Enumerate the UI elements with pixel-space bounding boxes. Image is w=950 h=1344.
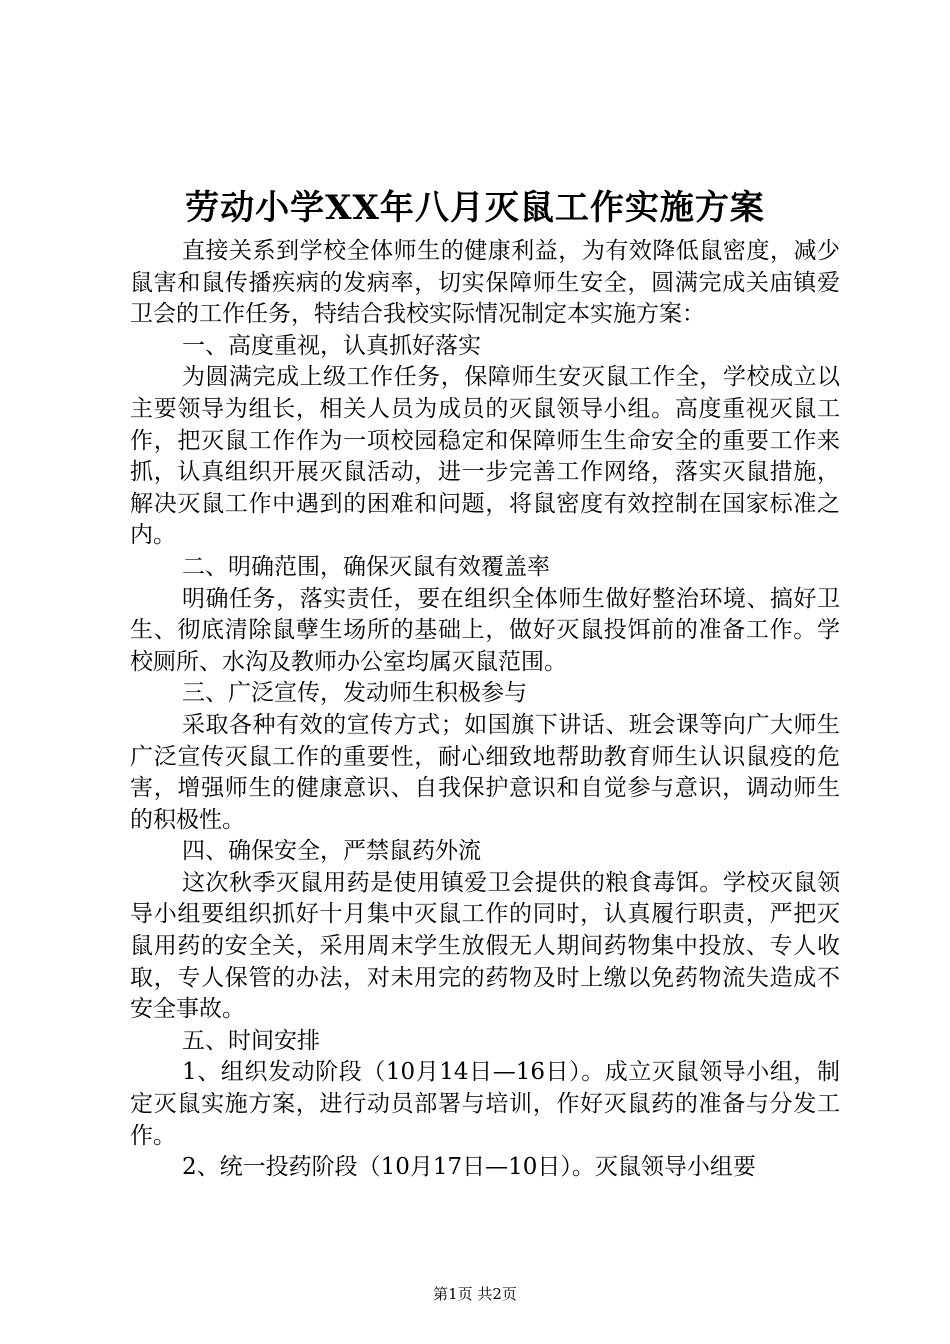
section-heading-2: 二、明确范围，确保灭鼠有效覆盖率 [182,553,550,580]
document-title: 劳动小学XX年八月灭鼠工作实施方案 [185,188,765,228]
section-paragraph-1: 为圆满完成上级工作任务，保障师生安灭鼠工作全，学校成立以主要领导为组长，相关人员为成员的灭鼠领导小组。高度重视灭鼠工作，把灭鼠工作作为一项校园稳定和保障师生生命安全的重要工作来抓，认真组织开展灭鼠活动，进一步完善工作网络，落实灭鼠措施，解决灭鼠工作中遇到的困难和问题，将鼠密度有效控制在国家标准之内。 [130,364,840,549]
page-footer: 第1页 共2页 [433,1285,517,1303]
section-paragraph-2: 明确任务，落实责任，要在组织全体师生做好整治环境、搞好卫生、彻底清除鼠孽生场所的基础上，做好灭鼠投饵前的准备工作。学校厕所、水沟及教师办公室均属灭鼠范围。 [130,585,840,675]
intro-paragraph: 直接关系到学校全体师生的健康利益，为有效降低鼠密度，减少鼠害和鼠传播疾病的发病率，切实保障师生安全，圆满完成关庙镇爱卫会的工作任务，特结合我校实际情况制定本实施方案： [130,238,840,328]
section-heading-5: 五、时间安排 [182,1027,320,1054]
schedule-item-1: 1、组织发动阶段（10月14日—16日）。成立灭鼠领导小组，制定灭鼠实施方案，进行动员部署与培训，作好灭鼠药的准备与分发工作。 [130,1059,840,1149]
document-body [130,236,840,1184]
section-paragraph-3: 采取各种有效的宣传方式；如国旗下讲话、班会课等向广大师生广泛宣传灭鼠工作的重要性，耐心细致地帮助教育师生认识鼠疫的危害，增强师生的健康意识、自我保护意识和自觉参与意识，调动师生的积极性。 [130,711,840,833]
section-heading-1: 一、高度重视，认真抓好落实 [182,332,481,359]
section-heading-3: 三、广泛宣传，发动师生积极参与 [182,680,527,707]
section-paragraph-4: 这次秋季灭鼠用药是使用镇爱卫会提供的粮食毒饵。学校灭鼠领导小组要组织抓好十月集中灭鼠工作的同时，认真履行职责，严把灭鼠用药的安全关，采用周末学生放假无人期间药物集中投放、专人收取，专人保管的办法，对未用完的药物及时上缴以免药物流失造成不安全事故。 [130,869,840,1023]
schedule-item-2: 2、统一投药阶段（10月17日—10日）。灭鼠领导小组要 [182,1154,756,1181]
section-heading-4: 四、确保安全，严禁鼠药外流 [182,838,481,865]
